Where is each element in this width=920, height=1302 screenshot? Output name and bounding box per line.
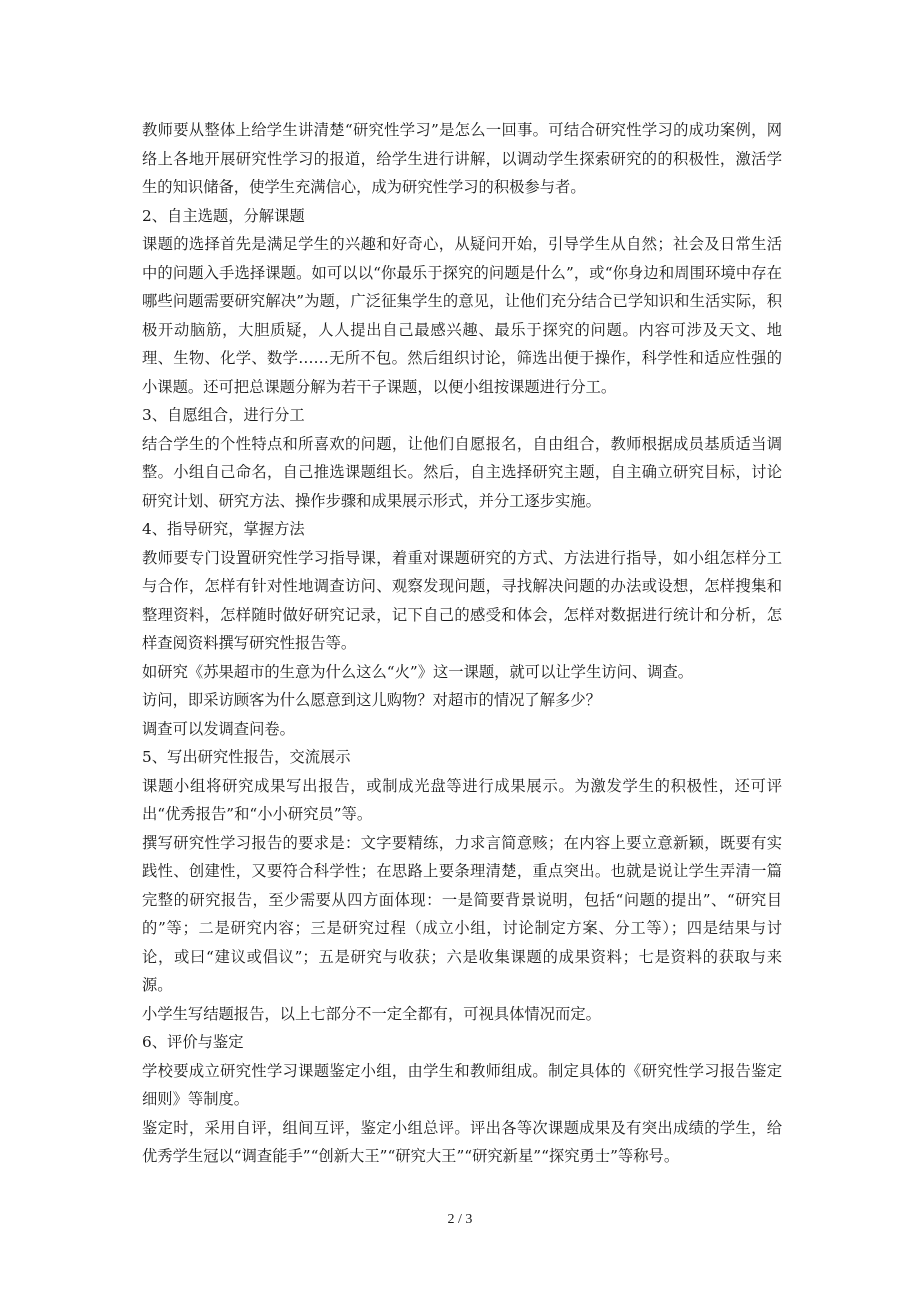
paragraph-report-requirements: 撰写研究性学习报告的要求是：文字要精练，力求言简意赅；在内容上要立意新颖，既要有实践性、创建性，又要符合科学性；在思路上要条理清楚，重点突出。也就是说让学生弄清一篇完整的研究报告，至少需要从四方面体现：一是简要背景说明，包括“问题的提出”、“研究目的”等；二是研究内容；三是研究过程（成立小组，讨论制定方案、分工等）；四是结果与讨论，或曰“建议或倡议”；五是研究与收获；六是收集课题的成果资料；七是资料的获取与来源。 bbox=[142, 833, 782, 994]
paragraph-report-note: 小学生写结题报告，以上七部分不一定全都有，可视具体情况而定。 bbox=[142, 1004, 601, 1023]
paragraph-interview: 访问，即采访顾客为什么愿意到这儿购物？对超市的情况了解多少？ bbox=[142, 691, 601, 709]
section-heading-2: 2、自主选题，分解课题 bbox=[142, 206, 305, 225]
paragraph-grouping: 结合学生的个性特点和所喜欢的问题，让他们自愿报名，自由组合，教师根据成员基质适当调整。小组自己命名，自己推选课题组长。然后，自主选择研究主题，自主确立研究目标，讨论研究计划、研究方法、操作步骤和成果展示形式，并分工逐步实施。 bbox=[142, 434, 782, 510]
paragraph-evaluation-method: 鉴定时，采用自评，组间互评，鉴定小组总评。评出各等次课题成果及有突出成绩的学生，给优秀学生冠以“调查能手”“创新大王”“研究大王”“研究新星”“探究勇士”等称号。 bbox=[142, 1118, 782, 1165]
section-heading-4: 4、指导研究，掌握方法 bbox=[142, 520, 305, 538]
paragraph-report-display: 课题小组将研究成果写出报告，或制成光盘等进行成果展示。为激发学生的积极性，还可评出“优秀报告”和“小小研究员”等。 bbox=[142, 776, 782, 823]
paragraph-survey: 调查可以发调查问卷。 bbox=[142, 719, 295, 738]
paragraph-evaluation-group: 学校要成立研究性学习课题鉴定小组，由学生和教师组成。制定具体的《研究性学习报告鉴定细则》等制度。 bbox=[142, 1061, 782, 1108]
paragraph-example: 如研究《苏果超市的生意为什么这么“火”》这一课题，就可以让学生访问、调查。 bbox=[142, 662, 694, 681]
page-number: 2 / 3 bbox=[447, 1212, 473, 1227]
paragraph-guidance: 教师要专门设置研究性学习指导课，着重对课题研究的方式、方法进行指导，如小组怎样分工与合作，怎样有针对性地调查访问、观察发现问题，寻找解决问题的办法或设想，怎样搜集和整理资料，怎样随时做好研究记录，记下自己的感受和体会，怎样对数据进行统计和分析，怎样查阅资料撰写研究性报告等。 bbox=[142, 548, 782, 652]
section-heading-6: 6、评价与鉴定 bbox=[142, 1033, 244, 1051]
section-heading-5: 5、写出研究性报告，交流展示 bbox=[142, 748, 351, 766]
section-heading-3: 3、自愿组合，进行分工 bbox=[142, 406, 305, 424]
paragraph-topic-selection: 课题的选择首先是满足学生的兴趣和好奇心，从疑问开始，引导学生从自然；社会及日常生活中的问题入手选择课题。如可以以“你最乐于探究的问题是什么”，或“你身边和周围环境中存在哪些问题需要研究解决”为题，广泛征集学生的意见，让他们充分结合已学知识和生活实际，积极开动脑筋，大胆质疑，人人提出自己最感兴趣、最乐于探究的问题。内容可涉及天文、地理、生物、化学、数学……无所不包。然后组织讨论，筛选出便于操作，科学性和适应性强的小课题。还可把总课题分解为若干子课题，以便小组按课题进行分工。 bbox=[142, 235, 782, 396]
document-body bbox=[142, 116, 782, 1171]
paragraph-intro: 教师要从整体上给学生讲清楚“研究性学习”是怎么一回事。可结合研究性学习的成功案例，网络上各地开展研究性学习的报道，给学生进行讲解，以调动学生探索研究的的积极性，激活学生的知识储备，使学生充满信心，成为研究性学习的积极参与者。 bbox=[142, 121, 782, 196]
